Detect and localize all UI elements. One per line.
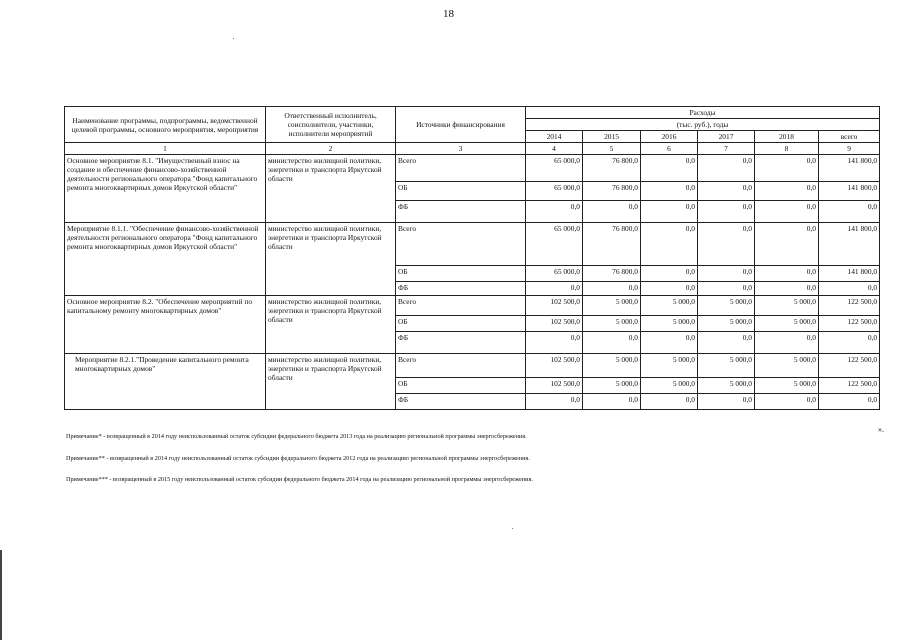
scan-speck xyxy=(512,528,513,529)
value-cell: 0,0 xyxy=(819,332,880,354)
executor: министерство жилищной политики, энергетики и транспорта Иркутской области xyxy=(266,296,396,354)
value-cell: 0,0 xyxy=(641,155,698,182)
executor: министерство жилищной политики, энергетики и транспорта Иркутской области xyxy=(266,354,396,410)
table-row xyxy=(65,354,880,378)
value-cell: 0,0 xyxy=(698,201,755,223)
value-cell: 0,0 xyxy=(526,332,583,354)
value-cell: 102 500,0 xyxy=(526,296,583,316)
value-cell: 5 000,0 xyxy=(698,378,755,394)
value-cell: 0,0 xyxy=(583,394,641,410)
column-number: 4 xyxy=(526,143,583,155)
value-cell: 5 000,0 xyxy=(641,354,698,378)
value-cell: 0,0 xyxy=(641,266,698,282)
header-year: 2017 xyxy=(698,131,755,143)
value-cell: 65 000,0 xyxy=(526,182,583,201)
value-cell: 0,0 xyxy=(698,223,755,266)
value-cell: 0,0 xyxy=(755,266,819,282)
value-cell: 5 000,0 xyxy=(755,378,819,394)
value-cell: 5 000,0 xyxy=(641,296,698,316)
value-cell: 102 500,0 xyxy=(526,378,583,394)
funding-source: ФБ xyxy=(396,332,526,354)
value-cell: 0,0 xyxy=(526,282,583,296)
value-cell: 122 500,0 xyxy=(819,316,880,332)
value-cell: 5 000,0 xyxy=(698,296,755,316)
value-cell: 0,0 xyxy=(641,282,698,296)
column-number: 6 xyxy=(641,143,698,155)
funding-source: ФБ xyxy=(396,282,526,296)
scan-speck xyxy=(233,38,234,39)
footnote: Примечание* - возвращенный в 2014 году неиспользованный остаток субсидии федерального бюджета 2013 года на реализацию региональной программы энергосбережения. xyxy=(66,433,527,440)
value-cell: 0,0 xyxy=(698,282,755,296)
value-cell: 102 500,0 xyxy=(526,354,583,378)
header-year: 2018 xyxy=(755,131,819,143)
value-cell: 0,0 xyxy=(755,223,819,266)
value-cell: 0,0 xyxy=(583,332,641,354)
budget-table xyxy=(64,106,880,410)
program-name: Мероприятие 8.1.1. "Обеспечение финансово-хозяйственной деятельности регионального оператора "Фонд капитального ремонта многоквартирных домов Иркутской области" xyxy=(65,223,266,296)
value-cell: 5 000,0 xyxy=(641,316,698,332)
value-cell: 5 000,0 xyxy=(583,316,641,332)
value-cell: 0,0 xyxy=(641,394,698,410)
value-cell: 65 000,0 xyxy=(526,223,583,266)
value-cell: 0,0 xyxy=(755,394,819,410)
value-cell: 0,0 xyxy=(698,332,755,354)
funding-source: ОБ xyxy=(396,266,526,282)
program-name: Основное мероприятие 8.1. "Имущественный взнос на создание и обеспечение финансово-хозяйственной деятельности регионального оператора "Фонд капитального ремонта многоквартирных домов Иркутской области" xyxy=(65,155,266,223)
page-edge-shadow xyxy=(0,550,2,640)
value-cell: 141 800,0 xyxy=(819,155,880,182)
table-row xyxy=(65,155,880,182)
header-source: Источники финансирования xyxy=(396,107,526,143)
value-cell: 5 000,0 xyxy=(698,316,755,332)
value-cell: 0,0 xyxy=(641,332,698,354)
header-year: 2016 xyxy=(641,131,698,143)
value-cell: 65 000,0 xyxy=(526,155,583,182)
value-cell: 141 800,0 xyxy=(819,223,880,266)
value-cell: 0,0 xyxy=(755,332,819,354)
funding-source: Всего xyxy=(396,296,526,316)
value-cell: 0,0 xyxy=(755,155,819,182)
footnote: Примечание** - возвращенный в 2014 году неиспользованный остаток субсидии федерального бюджета 2012 года на реализацию региональной программы энергосбережения. xyxy=(66,455,530,462)
value-cell: 5 000,0 xyxy=(583,378,641,394)
value-cell: 5 000,0 xyxy=(583,354,641,378)
value-cell: 0,0 xyxy=(583,201,641,223)
page-number: 18 xyxy=(443,8,454,20)
value-cell: 65 000,0 xyxy=(526,266,583,282)
funding-source: ФБ xyxy=(396,201,526,223)
header-expenses-unit: (тыс. руб.), годы xyxy=(526,119,880,131)
column-number: 9 xyxy=(819,143,880,155)
value-cell: 122 500,0 xyxy=(819,378,880,394)
funding-source: Всего xyxy=(396,155,526,182)
value-cell: 76 800,0 xyxy=(583,182,641,201)
value-cell: 0,0 xyxy=(698,266,755,282)
value-cell: 76 800,0 xyxy=(583,266,641,282)
executor: министерство жилищной политики, энергетики и транспорта Иркутской области xyxy=(266,223,396,296)
funding-source: ФБ xyxy=(396,394,526,410)
value-cell: 5 000,0 xyxy=(698,354,755,378)
value-cell: 0,0 xyxy=(698,182,755,201)
value-cell: 0,0 xyxy=(698,155,755,182)
value-cell: 102 500,0 xyxy=(526,316,583,332)
column-number: 7 xyxy=(698,143,755,155)
value-cell: 5 000,0 xyxy=(583,296,641,316)
table-row xyxy=(65,296,880,316)
program-name: Основное мероприятие 8.2. "Обеспечение мероприятий по капитальному ремонту многоквартирных домов" xyxy=(65,296,266,354)
footnote: Примечание*** - возвращенный в 2015 году неиспользованный остаток субсидии федерального бюджета 2014 года на реализацию региональной программы энергосбережения. xyxy=(66,476,533,483)
value-cell: 141 800,0 xyxy=(819,182,880,201)
column-number: 2 xyxy=(266,143,396,155)
closing-quote-mark: ». xyxy=(878,425,884,434)
header-year: 2015 xyxy=(583,131,641,143)
value-cell: 0,0 xyxy=(755,182,819,201)
value-cell: 5 000,0 xyxy=(641,378,698,394)
program-name: Мероприятие 8.2.1."Проведение капитального ремонта многоквартирных домов" xyxy=(65,354,266,410)
value-cell: 0,0 xyxy=(755,201,819,223)
header-year: 2014 xyxy=(526,131,583,143)
value-cell: 0,0 xyxy=(755,282,819,296)
value-cell: 5 000,0 xyxy=(755,354,819,378)
value-cell: 0,0 xyxy=(526,394,583,410)
value-cell: 5 000,0 xyxy=(755,296,819,316)
value-cell: 76 800,0 xyxy=(583,155,641,182)
value-cell: 0,0 xyxy=(698,394,755,410)
column-number: 8 xyxy=(755,143,819,155)
funding-source: ОБ xyxy=(396,182,526,201)
value-cell: 0,0 xyxy=(819,282,880,296)
column-number: 3 xyxy=(396,143,526,155)
value-cell: 141 800,0 xyxy=(819,266,880,282)
funding-source: Всего xyxy=(396,354,526,378)
value-cell: 0,0 xyxy=(583,282,641,296)
value-cell: 122 500,0 xyxy=(819,354,880,378)
header-name: Наименование программы, подпрограммы, ведомственной целевой программы, основного мероприятия, мероприятия xyxy=(65,107,266,143)
funding-source: Всего xyxy=(396,223,526,266)
table-row xyxy=(65,223,880,266)
value-cell: 122 500,0 xyxy=(819,296,880,316)
header-executor: Ответственный исполнитель, соисполнители, участники, исполнители мероприятий xyxy=(266,107,396,143)
executor: министерство жилищной политики, энергетики и транспорта Иркутской области xyxy=(266,155,396,223)
value-cell: 0,0 xyxy=(641,223,698,266)
value-cell: 0,0 xyxy=(819,394,880,410)
value-cell: 5 000,0 xyxy=(755,316,819,332)
column-number: 5 xyxy=(583,143,641,155)
funding-source: ОБ xyxy=(396,316,526,332)
funding-source: ОБ xyxy=(396,378,526,394)
column-number: 1 xyxy=(65,143,266,155)
value-cell: 0,0 xyxy=(641,182,698,201)
value-cell: 0,0 xyxy=(526,201,583,223)
header-total: всего xyxy=(819,131,880,143)
value-cell: 76 800,0 xyxy=(583,223,641,266)
value-cell: 0,0 xyxy=(819,201,880,223)
header-expenses-title: Расходы xyxy=(526,107,880,119)
value-cell: 0,0 xyxy=(641,201,698,223)
